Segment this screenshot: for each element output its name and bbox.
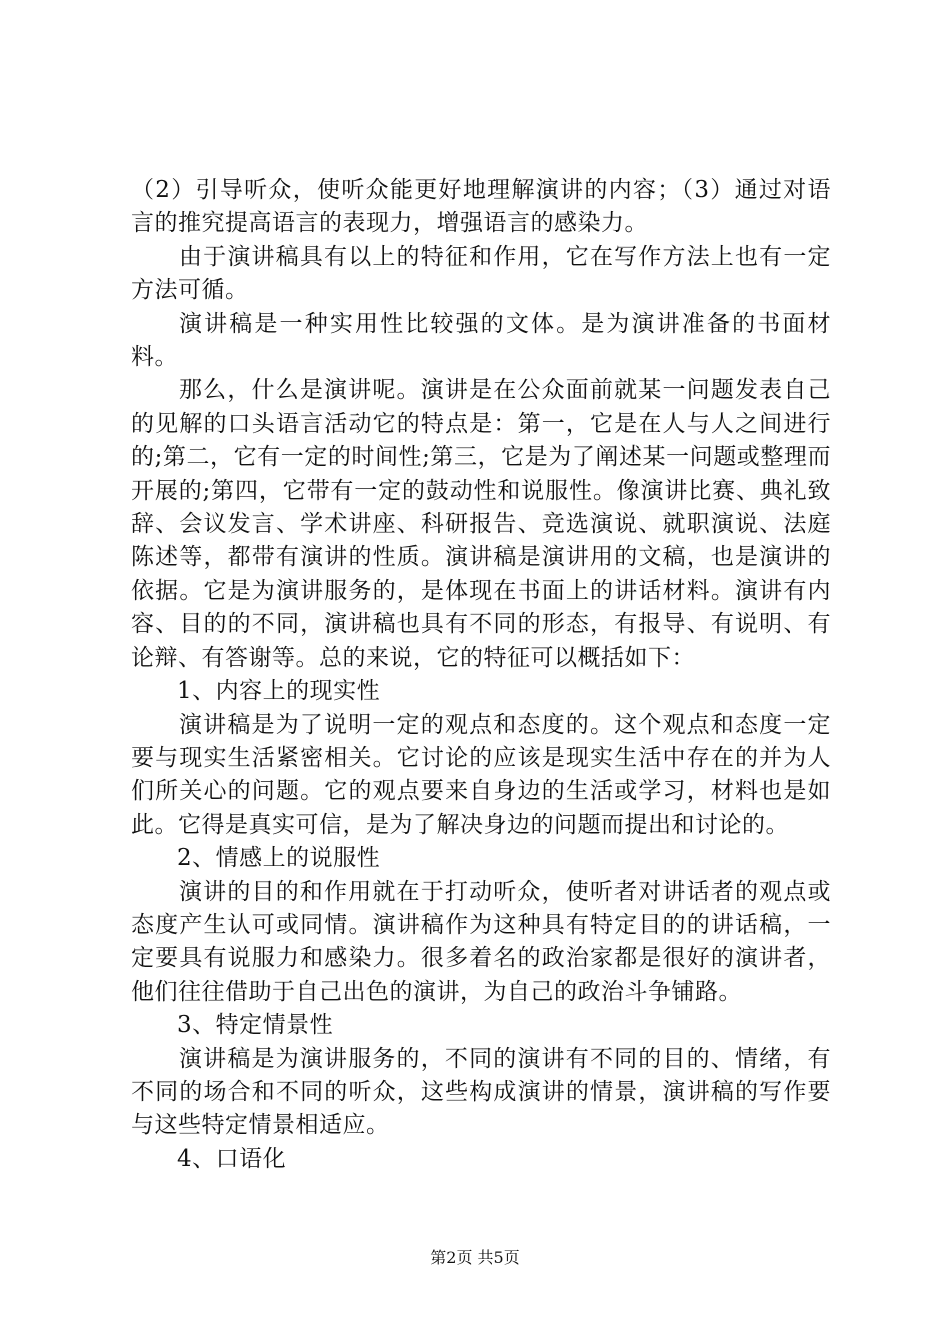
paragraph: 由于演讲稿具有以上的特征和作用，它在写作方法上也有一定方法可循。 bbox=[131, 243, 831, 304]
paragraph: 演讲稿是为演讲服务的，不同的演讲有不同的目的、情绪，有不同的场合和不同的听众，这些构成演讲的情景，演讲稿的写作要与这些特定情景相适应。 bbox=[131, 1045, 831, 1139]
paragraph: 演讲的目的和作用就在于打动听众，使听者对讲话者的观点或态度产生认可或同情。演讲稿作为这种具有特定目的的讲话稿，一定要具有说服力和感染力。很多着名的政治家都是很好的演讲者，他们往往借助于自己出色的演讲，为自己的政治斗争铺路。 bbox=[131, 878, 831, 1005]
section-heading: 2、情感上的说服性 bbox=[177, 845, 381, 872]
paragraph: 演讲稿是一种实用性比较强的文体。是为演讲准备的书面材料。 bbox=[131, 310, 831, 371]
page-number-footer: 第2页 共5页 bbox=[430, 1248, 520, 1267]
section-heading: 4、口语化 bbox=[177, 1145, 287, 1172]
section-heading: 3、特定情景性 bbox=[177, 1012, 334, 1039]
paragraph: （2）引导听众，使听众能更好地理解演讲的内容；（3）通过对语言的推究提高语言的表现力，增强语言的感染力。 bbox=[131, 177, 831, 237]
document-body bbox=[131, 174, 831, 1176]
paragraph: 那么，什么是演讲呢。演讲是在公众面前就某一问题发表自己的见解的口头语言活动它的特点是：第一，它是在人与人之间进行的;第二，它有一定的时间性;第三，它是为了阐述某一问题或整理而开展的;第四，它带有一定的鼓动性和说服性。像演讲比赛、典礼致辞、会议发言、学术讲座、科研报告、竞选演说、就职演说、法庭陈述等，都带有演讲的性质。演讲稿是演讲用的文稿，也是演讲的依据。它是为演讲服务的，是体现在书面上的讲话材料。演讲有内容、目的的不同，演讲稿也具有不同的形态，有报导、有说明、有论辩、有答谢等。总的来说，它的特征可以概括如下： bbox=[131, 377, 831, 671]
section-heading: 1、内容上的现实性 bbox=[177, 678, 381, 705]
paragraph: 演讲稿是为了说明一定的观点和态度的。这个观点和态度一定要与现实生活紧密相关。它讨论的应该是现实生活中存在的并为人们所关心的问题。它的观点要来自身边的生活或学习，材料也是如此。它得是真实可信，是为了解决身边的问题而提出和讨论的。 bbox=[131, 711, 831, 838]
